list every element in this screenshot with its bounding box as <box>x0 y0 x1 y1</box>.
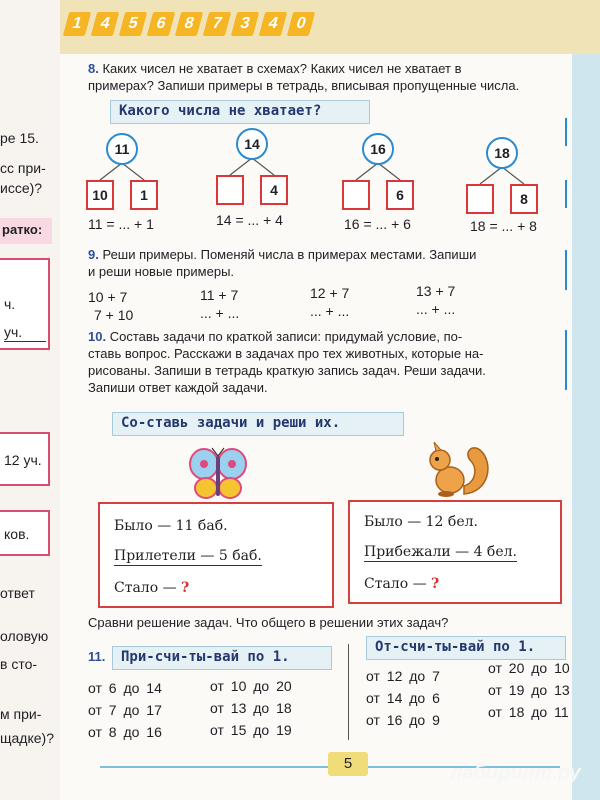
margin-mark <box>565 118 567 146</box>
story-box-squirrels <box>348 500 562 604</box>
count-item: от 19 до 13 <box>488 682 570 698</box>
left-text-line: сс при- <box>0 160 46 176</box>
question-mark: ? <box>181 580 190 596</box>
task-text: Запиши ответ каждой задачи. <box>88 380 268 395</box>
count-item: от 16 до 9 <box>366 712 440 728</box>
task-11-banner-subtract: От-счи-ты-вай по 1. <box>366 636 566 660</box>
squirrel-icon <box>424 442 494 500</box>
story-box-butterflies <box>98 502 334 608</box>
example-line: ... + ... <box>416 301 456 317</box>
digit-tile: 7 <box>203 12 231 36</box>
count-item: от 6 до 14 <box>88 680 162 696</box>
left-text-line: оловую <box>0 628 49 644</box>
task-number: 8. <box>88 61 99 76</box>
left-page <box>0 0 62 800</box>
example-line: 11 + 7 <box>200 287 239 303</box>
left-text-line: иссе)? <box>0 180 43 196</box>
scheme-equation: 18 = ... + 8 <box>470 218 537 234</box>
scheme-total-circle: 11 <box>106 133 138 165</box>
digit-tile: 4 <box>259 12 287 36</box>
task-8-banner: Какого числа не хватает? <box>110 100 370 124</box>
task-text: и реши новые примеры. <box>88 264 235 279</box>
example-line: 13 + 7 <box>416 283 456 299</box>
question-mark: ? <box>431 576 440 592</box>
digit-tile: 0 <box>287 12 315 36</box>
left-box <box>0 258 50 350</box>
butterfly-icon <box>188 446 248 502</box>
task-text: ставь вопрос. Расскажи в задачах про тех животных, которые на- <box>88 346 484 361</box>
example-line: 12 + 7 <box>310 285 350 301</box>
example <box>88 288 133 324</box>
scheme-equation: 16 = ... + 6 <box>344 216 411 232</box>
task-number: 9. <box>88 247 99 262</box>
count-item: от 18 до 11 <box>488 704 569 720</box>
digit-tile: 4 <box>91 12 119 36</box>
digit-tile: 8 <box>175 12 203 36</box>
example <box>416 282 455 318</box>
digit-tile: 3 <box>231 12 259 36</box>
story-line: Прилетели — 5 баб. <box>114 548 262 564</box>
task-text: рисованы. Запиши в тетрадь краткую запись задач. Реши задачи. <box>88 363 486 378</box>
scheme-part-box: 10 <box>86 180 114 210</box>
count-item: от 20 до 10 <box>488 660 570 676</box>
scheme-equation: 11 = ... + 1 <box>88 216 154 232</box>
scheme-part-box <box>466 184 494 214</box>
compare-text: Сравни решение задач. Что общего в решении этих задач? <box>88 615 449 630</box>
scheme-total-circle: 14 <box>236 128 268 160</box>
margin-mark <box>565 250 567 290</box>
left-text-line: щадке)? <box>0 730 54 746</box>
example-line: ... + ... <box>200 305 240 321</box>
margin-mark <box>565 180 567 208</box>
count-item: от 10 до 20 <box>210 678 292 694</box>
left-text-line: м при- <box>0 706 42 722</box>
textbook-page <box>60 0 600 800</box>
story-line: Прибежали — 4 бел. <box>364 544 517 560</box>
left-box <box>0 510 50 556</box>
column-divider <box>348 644 349 740</box>
story-line: Было — 12 бел. <box>364 514 478 530</box>
example-line: 7 + 10 <box>94 307 134 323</box>
example-line: 10 + 7 <box>88 289 128 305</box>
left-box <box>0 432 50 486</box>
task-11-number <box>88 648 105 665</box>
count-item: от 15 до 19 <box>210 722 292 738</box>
story-text: Стало — <box>364 576 427 592</box>
story-line <box>114 580 189 596</box>
scheme-total-circle: 16 <box>362 133 394 165</box>
scheme-part-box: 8 <box>510 184 538 214</box>
left-text-line: ков. <box>4 526 30 542</box>
task-text: Каких чисел не хватает в схемах? Каких чисел не хватает в <box>102 61 462 76</box>
margin-mark <box>565 330 567 390</box>
task-text: Составь задачи по краткой записи: придумай условие, по- <box>109 329 463 344</box>
task-10-text <box>88 328 558 396</box>
example-line: ... + ... <box>310 303 350 319</box>
left-text-line: уч. <box>4 324 46 342</box>
scheme-part-box: 4 <box>260 175 288 205</box>
count-item: от 12 до 7 <box>366 668 440 684</box>
story-text: Стало — <box>114 580 177 596</box>
task-number: 11. <box>88 649 106 664</box>
count-item: от 7 до 17 <box>88 702 162 718</box>
left-text-line: ре 15. <box>0 130 39 146</box>
scheme-part-box <box>342 180 370 210</box>
left-text-line: ч. <box>4 296 16 312</box>
task-text: примерах? Запиши примеры в тетрадь, вписывая пропущенные числа. <box>88 78 520 93</box>
watermark: лабиринт.ру <box>450 762 581 784</box>
task-9-text <box>88 246 568 280</box>
scheme-total-circle: 18 <box>486 137 518 169</box>
scheme-part-box: 6 <box>386 180 414 210</box>
left-text-line: в сто- <box>0 656 38 672</box>
example <box>200 286 239 322</box>
left-text-line: ответ <box>0 585 35 601</box>
scheme-equation: 14 = ... + 4 <box>216 212 283 228</box>
left-text-line: 12 уч. <box>4 452 42 468</box>
task-10-banner: Со-ставь задачи и реши их. <box>112 412 404 436</box>
count-item: от 14 до 6 <box>366 690 440 706</box>
scheme-part-box <box>216 175 244 205</box>
left-pink-label: ратко: <box>0 218 52 244</box>
example <box>310 284 349 320</box>
task-11-banner-add: При-счи-ты-вай по 1. <box>112 646 332 670</box>
story-line <box>364 576 439 592</box>
count-item: от 13 до 18 <box>210 700 292 716</box>
task-text: Реши примеры. Поменяй числа в примерах местами. Запиши <box>102 247 477 262</box>
digit-tile: 6 <box>147 12 175 36</box>
count-item: от 8 до 16 <box>88 724 162 740</box>
digit-tile: 1 <box>63 12 91 36</box>
digit-tile: 5 <box>119 12 147 36</box>
task-number: 10. <box>88 329 107 344</box>
scheme-part-box: 1 <box>130 180 158 210</box>
story-line: Было — 11 баб. <box>114 518 228 534</box>
page-number: 5 <box>328 752 368 776</box>
